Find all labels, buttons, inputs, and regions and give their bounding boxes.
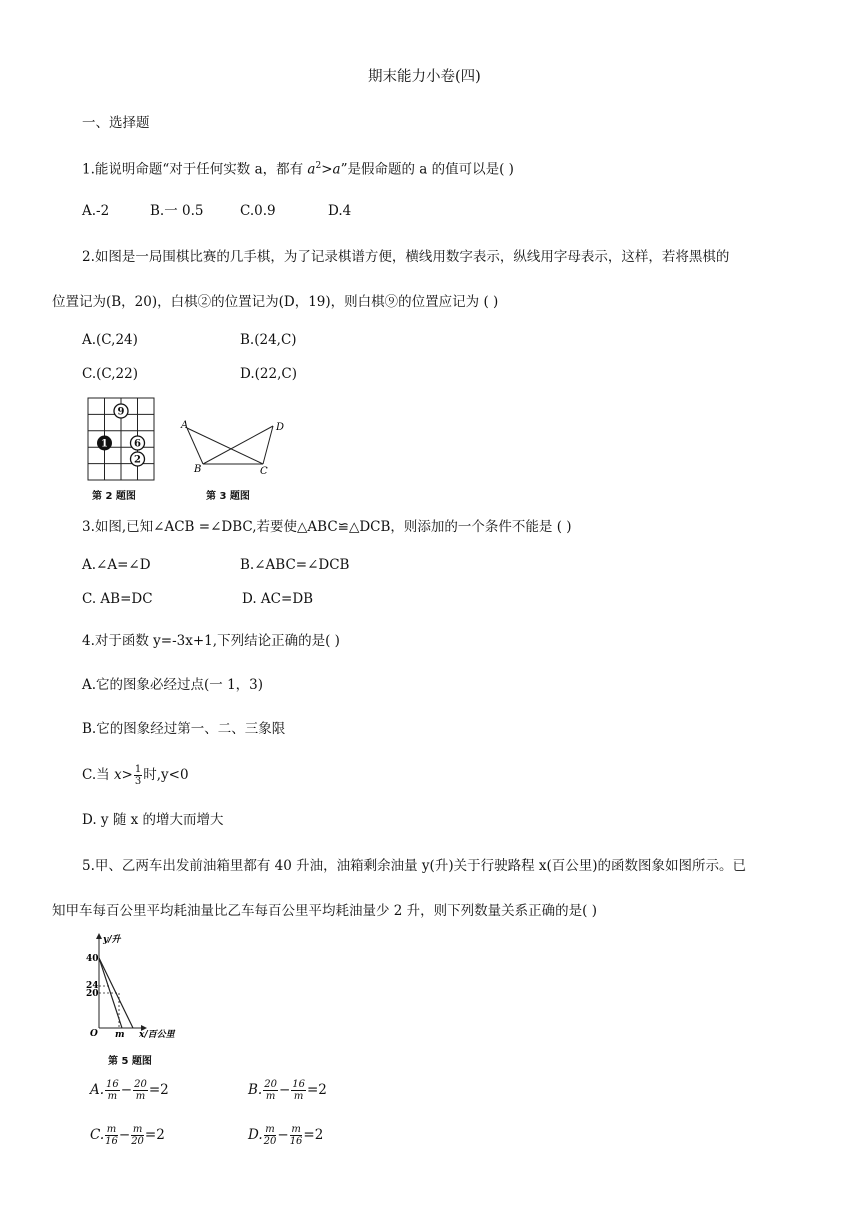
segment-db: [203, 426, 273, 464]
question-3: 3.如图,已知∠ACB =∠DBC,若要使△ABC≌△DCB，则添加的一个条件不能是 ( ): [82, 519, 572, 535]
tick-20: 20: [86, 989, 99, 999]
fraction-one-third: $\frac{1}{3}$: [134, 764, 142, 787]
white-stone-2: [131, 452, 145, 466]
svg-text:1: 1: [101, 438, 108, 450]
q3-option-d: D. AC=DB: [242, 591, 314, 607]
segment-ac: [187, 428, 263, 464]
q4-option-d: D. y 随 x 的增大而增大: [82, 812, 224, 828]
label-c: C: [260, 466, 268, 477]
label-d: D: [276, 422, 285, 433]
white-stone-6: [131, 436, 145, 450]
x-axis-label: x/百公里: [139, 1030, 175, 1040]
svg-text:6: 6: [134, 438, 141, 450]
fig2-caption: 第 2 题图: [92, 491, 136, 502]
fig3-caption: 第 3 题图: [206, 491, 250, 502]
q1-math: a: [307, 161, 316, 178]
q4-c-x: x>: [113, 767, 133, 783]
question-1: [82, 157, 514, 179]
q5-option-c: C. $\frac{m}{16}$ − $\frac{m}{20}$ =2: [90, 1124, 165, 1147]
svg-text:9: 9: [117, 406, 125, 418]
tick-40: 40: [86, 954, 99, 964]
origin-label: O: [90, 1029, 98, 1039]
section-heading: 一、选择题: [82, 115, 150, 131]
triangles-figure: [176, 412, 286, 480]
q2-option-a: A.(C,24): [82, 332, 138, 348]
label-a: A: [181, 420, 189, 431]
y-axis-label: y/升: [103, 935, 121, 945]
q4-option-a: A.它的图象必经过点(一 1，3): [82, 677, 264, 693]
svg-text:2: 2: [134, 454, 141, 466]
q4-option-c: [82, 764, 189, 787]
q1-text-pre: 1.能说明命题“对于任何实数 a，都有: [82, 161, 308, 178]
q2-option-d: D.(22,C): [240, 366, 297, 382]
q5-line-2: 知甲车每百公里平均耗油量比乙车每百公里平均耗油量少 2 升，则下列数量关系正确的是( ): [52, 903, 597, 919]
page-title: 期末能力小卷(四): [368, 69, 481, 85]
segment-dc: [263, 426, 273, 464]
q5-line-1: 5.甲、乙两车出发前油箱里都有 40 升油，油箱剩余油量 y(升)关于行驶路程 x(百公里)的函数图象如图所示。已: [82, 858, 747, 874]
line-yi: [99, 958, 122, 1028]
q2-line-2: 位置记为(B，20)，白棋②的位置记为(D，19)，则白棋⑨的位置应记为 ( ): [52, 294, 499, 310]
q1-math2: >a: [321, 161, 341, 178]
question-4: 4.对于函数 y=-3x+1,下列结论正确的是( ): [82, 633, 340, 649]
q2-line-1: 2.如图是一局围棋比赛的几手棋，为了记录棋谱方便，横线用数字表示，纵线用字母表示，这样，若将黑棋的: [82, 249, 730, 265]
go-board-figure: [86, 396, 158, 484]
q1-option-d: D.4: [328, 203, 352, 219]
q4-c-pre: C.当: [82, 767, 114, 783]
q1-option-a: A.-2: [82, 203, 110, 219]
q1-option-b: B.一 0.5: [150, 203, 204, 219]
q1-text-post: ”是假命题的 a 的值可以是( ): [340, 161, 514, 178]
q1-sup: 2: [315, 161, 322, 171]
q5-option-d: D. $\frac{m}{20}$ − $\frac{m}{16}$ =2: [248, 1124, 324, 1147]
white-stone-9: [114, 404, 128, 418]
q1-option-c: C.0.9: [240, 203, 276, 219]
q3-option-b: B.∠ABC=∠DCB: [240, 557, 350, 573]
q4-option-b: B.它的图象经过第一、二、三象限: [82, 721, 286, 737]
tick-24: 24: [86, 981, 99, 991]
fig5-caption: 第 5 题图: [108, 1056, 152, 1067]
q3-option-c: C. AB=DC: [82, 591, 153, 607]
x-tick-m: m: [115, 1030, 125, 1040]
q2-option-b: B.(24,C): [240, 332, 297, 348]
label-b: B: [194, 464, 202, 475]
segment-ab: [187, 428, 203, 464]
q5-option-a: A. $\frac{16}{m}$ − $\frac{20}{m}$ =2: [90, 1079, 169, 1102]
q3-option-a: A.∠A=∠D: [82, 557, 151, 573]
q5-option-b: B. $\frac{20}{m}$ − $\frac{16}{m}$ =2: [248, 1079, 327, 1102]
fuel-graph-figure: [84, 930, 208, 1048]
q2-option-c: C.(C,22): [82, 366, 138, 382]
black-stone-1: [97, 436, 112, 451]
q4-c-post: 时,y<0: [143, 767, 189, 783]
